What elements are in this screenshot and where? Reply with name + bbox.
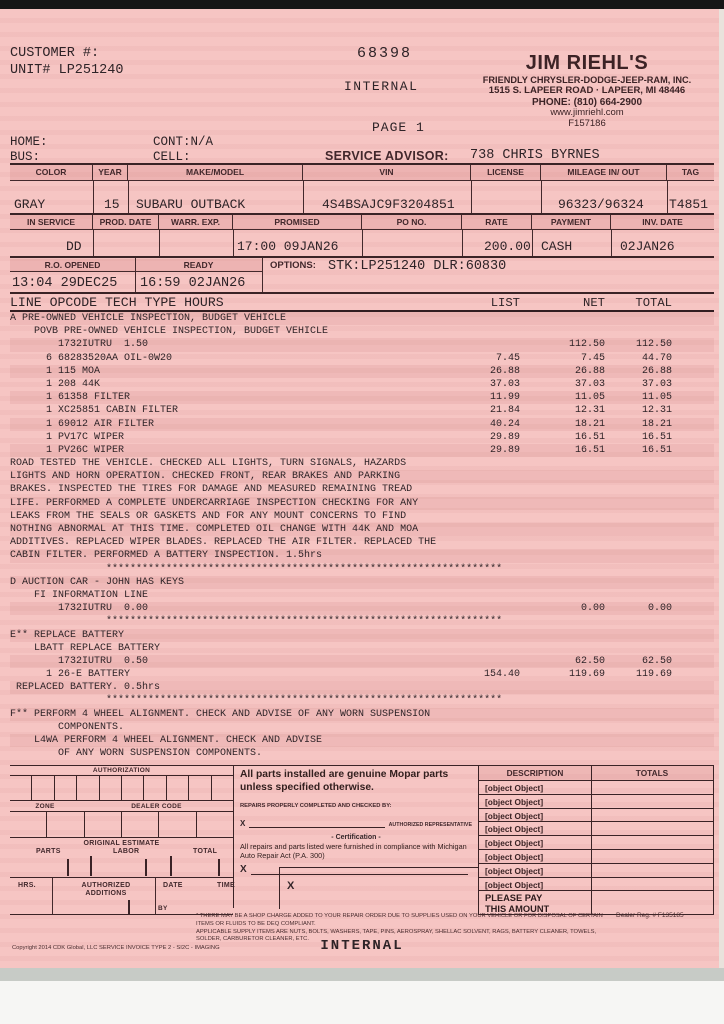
totals-row-label: [object Object] [479, 836, 713, 850]
service-line-list [420, 642, 520, 655]
service-line-list: 37.03 [489, 378, 520, 390]
dealer-website: www.jimriehl.com [550, 107, 624, 118]
service-line-text: E** REPLACE BATTERY [10, 629, 125, 641]
service-lines-header [10, 294, 714, 312]
service-line-total [605, 589, 672, 602]
totals-row-label: [object Object] [479, 864, 713, 878]
service-line-net [520, 483, 605, 496]
hrs-label: HRS. [18, 882, 36, 889]
service-line-net: 12.31 [574, 405, 605, 417]
service-advisor-label: SERVICE ADVISOR: [325, 149, 449, 163]
service-line-text: REPLACED BATTERY. 0.5hrs [10, 682, 161, 694]
service-line-text: CABIN FILTER. PERFORMED A BATTERY INSPECTION. 1.5hrs [10, 550, 323, 562]
totals-row-label: [object Object] [479, 850, 713, 864]
service-line-total [608, 708, 672, 721]
service-line-net [520, 325, 605, 338]
service-line-net: 18.21 [574, 418, 605, 430]
service-line-text: LEAKS FROM THE SEALS OR GASKETS AND FOR ANY MOUNT CONCERNS TO FIND [10, 510, 407, 522]
service-line [10, 418, 714, 431]
service-line-text: ****************************************************************** [10, 563, 503, 575]
service-line-net [520, 523, 605, 536]
service-line-text: 1732IUTRU 0.00 [10, 603, 149, 615]
service-line-list [420, 338, 520, 351]
service-line [10, 668, 714, 681]
service-line-list [420, 523, 520, 536]
service-line-list [420, 655, 520, 668]
service-line-total [605, 576, 672, 589]
total-column-header: TOTAL [635, 296, 672, 310]
service-line-text: LIGHTS AND HORN OPERATION. CHECKED FRONT, REAR BRAKES AND PARKING [10, 471, 401, 483]
service-line-list [420, 457, 520, 470]
service-line-list [420, 602, 520, 615]
service-line-list [420, 325, 520, 338]
page-number: PAGE 1 [372, 120, 425, 135]
service-line-net [520, 457, 605, 470]
service-line-list: 7.45 [495, 352, 520, 364]
totals-header: TOTALS [635, 768, 669, 778]
service-line-text: A PRE-OWNED VEHICLE INSPECTION, BUDGET VEHICLE [10, 313, 287, 324]
col-color: COLOR [10, 165, 93, 180]
totals-row-label: [object Object] [479, 878, 713, 892]
paper-edge [719, 9, 724, 968]
promised-value: 17:00 09JAN26 [237, 239, 339, 254]
service-line [10, 483, 714, 496]
vehicle-vin: 4S4BSAJC9F3204851 [322, 197, 455, 212]
service-line [10, 629, 714, 642]
authorization-boxes [10, 775, 233, 801]
service-line-text: ****************************************************************** [10, 616, 503, 628]
service-line-net: 26.88 [574, 365, 605, 377]
col-po-no: PO NO. [362, 215, 462, 229]
service-line-list [420, 589, 520, 602]
net-column-header: NET [583, 296, 605, 310]
service-line-total [605, 523, 672, 536]
line-columns-label: LINE OPCODE TECH TYPE HOURS [10, 295, 224, 310]
service-line-total [605, 483, 672, 496]
service-line [10, 563, 714, 576]
internal-stamp-bottom: INTERNAL [320, 938, 404, 954]
order-table-header [10, 215, 714, 230]
ro-opened-value: 13:04 29DEC25 [12, 276, 118, 291]
service-line-total: 112.50 [635, 339, 672, 351]
dealer-phone: PHONE: (810) 664-2900 [531, 96, 643, 108]
representative-signature-line [234, 809, 478, 828]
service-line-net [526, 708, 608, 721]
service-line-list [420, 576, 520, 589]
service-line-text: COMPONENTS. [10, 721, 125, 733]
service-line-net: 0.00 [580, 603, 605, 615]
service-line-list [420, 629, 520, 642]
service-line-list: 154.40 [483, 669, 520, 681]
in-service-value: DD [66, 239, 82, 254]
col-vin: VIN [303, 165, 471, 180]
service-line [10, 523, 714, 536]
service-line-text: 1 115 MOA [10, 365, 101, 377]
vehicle-color: GRAY [14, 197, 46, 212]
service-line-net [520, 312, 605, 325]
certification-panel [233, 765, 478, 908]
x-mark: X [287, 880, 295, 892]
mopar-parts-note: All parts installed are genuine Mopar parts unless specified otherwise. [240, 769, 449, 793]
service-line-list [420, 483, 520, 496]
parts-label: PARTS [36, 848, 61, 855]
internal-stamp-top: INTERNAL [344, 79, 419, 94]
service-line-list: 29.89 [489, 431, 520, 443]
service-line-total: 44.70 [641, 352, 672, 364]
service-line-net: 16.51 [574, 444, 605, 456]
date-label: DATE [163, 882, 183, 889]
service-line [10, 602, 714, 615]
service-line [10, 615, 714, 628]
vehicle-info-table [10, 163, 714, 215]
copyright-line: Copyright 2014 CDK Global, LLC SERVICE INVOICE TYPE 2 - SI2C - IMAGING [12, 945, 220, 951]
service-line-total [605, 510, 672, 523]
zone-label: ZONE [35, 803, 55, 810]
service-line [10, 747, 714, 760]
totals-row-label: [object Object] [479, 795, 713, 809]
service-line-list [436, 536, 530, 549]
authorized-representative-label: AUTHORIZED REPRESENTATIVE [388, 821, 472, 828]
col-mileage: MILEAGE IN/ OUT [541, 165, 667, 180]
service-advisor-value: 738 CHRIS BYRNES [470, 148, 600, 163]
service-line-text: 1732IUTRU 0.50 [10, 655, 149, 667]
service-line [10, 338, 714, 351]
service-line-total [605, 642, 672, 655]
service-line-list [420, 747, 520, 760]
col-payment: PAYMENT [532, 215, 611, 229]
totals-table-header [479, 766, 713, 781]
service-line-total [605, 325, 672, 338]
col-promised: PROMISED [233, 215, 362, 229]
payment-value: CASH [541, 239, 573, 254]
service-line-total: 37.03 [641, 378, 672, 390]
service-line-list [420, 497, 520, 510]
col-license: LICENSE [471, 165, 541, 180]
please-pay-line2: THIS AMOUNT [485, 904, 550, 915]
service-line-text: 1 PV17C WIPER [10, 431, 125, 443]
service-line [10, 681, 714, 694]
service-line-text: BRAKES. INSPECTED THE TIRES FOR DAMAGE AND MEASURED REMAINING TREAD [10, 484, 413, 496]
x-mark: X [240, 863, 247, 875]
col-warr-exp: WARR. EXP. [159, 215, 233, 229]
customer-number-label: CUSTOMER #: [10, 46, 100, 61]
service-line-total: 119.69 [635, 669, 672, 681]
service-line-net [530, 536, 610, 549]
service-line-list [502, 615, 569, 628]
service-line [10, 694, 714, 707]
dealer-franchise-line: FRIENDLY CHRYSLER-DODGE-JEEP-RAM, INC. [482, 75, 692, 85]
service-line-net: 11.05 [574, 392, 605, 404]
service-line [10, 655, 714, 668]
service-line-list [420, 510, 520, 523]
by-label: BY [158, 905, 168, 912]
vehicle-year: 15 [104, 197, 120, 212]
service-line-list [420, 721, 520, 734]
service-line [10, 549, 714, 562]
col-prod-date: PROD. DATE [93, 215, 159, 229]
col-in-service: IN SERVICE [10, 215, 93, 229]
service-line [10, 325, 714, 338]
service-line [10, 497, 714, 510]
service-line [10, 312, 714, 325]
service-line-list [502, 694, 569, 707]
order-info-table [10, 215, 714, 258]
x-mark: X [240, 818, 246, 828]
service-line-total: 18.21 [641, 418, 672, 430]
footnote-line2: APPLICABLE SUPPLY ITEMS ARE NUTS, BOLTS, WASHERS, TAPE, PINS, AEROSPRAY, SHELLAC SOLVENT, RAGS, BATTERY CLEANER, TOWELS, SOLDER, CARBURETOR CLEANER, ETC. [196, 928, 597, 943]
service-line [10, 352, 714, 365]
service-line-text: LBATT REPLACE BATTERY [10, 642, 161, 654]
labor-label: LABOR [113, 848, 140, 855]
service-line-net [520, 629, 605, 642]
dealer-header [455, 52, 719, 130]
service-line-total [605, 549, 672, 562]
service-line [10, 708, 714, 721]
service-line-total [605, 629, 672, 642]
authorization-panel [10, 765, 235, 912]
time-label: TIME [217, 882, 235, 889]
service-line-text: FI INFORMATION LINE [10, 589, 149, 601]
service-line-net: 112.50 [568, 339, 605, 351]
service-line-total [609, 536, 672, 549]
service-line [10, 431, 714, 444]
service-line-total: 0.00 [647, 603, 672, 615]
scan-shadow-band [0, 968, 724, 981]
service-line-list: 21.84 [489, 405, 520, 417]
service-line-list [502, 563, 569, 576]
service-line-net [520, 734, 605, 747]
service-line-total [605, 312, 672, 325]
service-line-net [520, 549, 605, 562]
service-line-net [520, 470, 605, 483]
service-line-text: LIFE. PERFORMED A COMPLETE UNDERCARRIAGE INSPECTION CHECKING FOR ANY [10, 497, 419, 509]
customer-signature-box [279, 867, 479, 909]
home-phone-label: HOME: [10, 135, 48, 149]
service-line-total [605, 470, 672, 483]
service-line [10, 576, 714, 589]
service-line-total [605, 747, 672, 760]
service-line-list [420, 470, 520, 483]
service-line-text: D AUCTION CAR - JOHN HAS KEYS [10, 576, 185, 588]
service-line-list [420, 549, 520, 562]
certification-title: - Certification - [331, 833, 381, 841]
options-label: OPTIONS: [270, 260, 316, 271]
service-line-total [627, 615, 672, 628]
service-line-total [605, 681, 672, 694]
service-line-net [520, 747, 605, 760]
totals-row-label: [object Object] [479, 809, 713, 823]
please-pay-line1: PLEASE PAY [485, 893, 543, 904]
unit-number: UNIT# LP251240 [10, 63, 124, 78]
service-line-text: ****************************************************************** [10, 695, 503, 707]
service-line-net [520, 589, 605, 602]
cell-phone-label: CELL: [153, 150, 191, 164]
repair-order-number: 68398 [357, 45, 413, 62]
service-line [10, 444, 714, 457]
service-line-net [520, 642, 605, 655]
service-line-text: POVB PRE-OWNED VEHICLE INSPECTION, BUDGET VEHICLE [10, 326, 329, 338]
dealer-registration: Dealer Reg. # F135185 [616, 912, 684, 919]
service-line [10, 642, 714, 655]
footnote-line1: * THERE MAY BE A SHOP CHARGE ADDED TO YOUR REPAIR ORDER DUE TO SUPPLIES USED ON YOUR VEHICLE OR FOR DISPOSAL OF CERTAIN ITEMS OR FLUIDS TO BE DEQ COMPLIANT. [196, 913, 603, 927]
vehicle-table-header [10, 165, 714, 181]
estimate-total-label: TOTAL [193, 848, 218, 855]
contact-value: CONT:N/A [153, 135, 214, 149]
service-line [10, 470, 714, 483]
list-column-header: LIST [490, 296, 520, 310]
service-line [10, 589, 714, 602]
ready-value: 16:59 02JAN26 [140, 276, 246, 291]
totals-row-label: [object Object] [479, 781, 713, 795]
service-lines-section [10, 292, 714, 760]
repairs-checked-label: REPAIRS PROPERLY COMPLETED AND CHECKED BY: [240, 802, 392, 809]
service-line-total [605, 734, 672, 747]
service-line-text: ADDITIVES. REPLACED WIPER BLADES. REPLACED THE AIR FILTER. REPLACED THE [10, 537, 437, 549]
service-line-net: 7.45 [580, 352, 605, 364]
original-estimate-label: ORIGINAL ESTIMATE [83, 840, 160, 847]
service-line-list: 40.24 [489, 418, 520, 430]
service-line-text: 1 61358 FILTER [10, 392, 131, 404]
service-line-net [570, 615, 627, 628]
service-line [10, 378, 714, 391]
service-line-total: 11.05 [641, 392, 672, 404]
dealer-code-label: DEALER CODE [131, 803, 182, 810]
service-line-total [605, 721, 672, 734]
service-line-list [420, 312, 520, 325]
dealer-name: JIM RIEHL'S [525, 52, 649, 74]
service-line-net [570, 694, 627, 707]
service-line-total: 12.31 [641, 405, 672, 417]
service-line-net: 16.51 [574, 431, 605, 443]
service-line-text: NOTHING ABNORMAL AT THIS TIME. COMPLETED OIL CHANGE WITH 44K AND MOA [10, 524, 419, 535]
scan-top-band [0, 0, 724, 9]
service-line [10, 536, 714, 549]
service-line-total [605, 457, 672, 470]
service-line-total: 16.51 [641, 444, 672, 456]
service-line-list: 26.88 [489, 365, 520, 377]
service-line-total: 26.88 [641, 365, 672, 377]
service-line-text: 1732IUTRU 1.50 [10, 339, 149, 351]
totals-column-divider [591, 766, 592, 914]
service-line-text: ROAD TESTED THE VEHICLE. CHECKED ALL LIGHTS, TURN SIGNALS, HAZARDS [10, 458, 407, 470]
service-line-list [420, 681, 520, 694]
dealer-code-boxes [10, 811, 233, 838]
ro-opened-label: R.O. OPENED [10, 259, 135, 272]
options-value: STK:LP251240 DLR:60830 [328, 259, 507, 274]
service-line-text: 1 26-E BATTERY [10, 669, 131, 681]
vehicle-make-model: SUBARU OUTBACK [136, 197, 246, 212]
vehicle-mileage: 96323/96324 [558, 197, 644, 212]
service-line-total [605, 497, 672, 510]
service-line [10, 404, 714, 417]
service-line-text: 6 68283520AA OIL-0W20 [10, 352, 173, 364]
service-line-text: F** PERFORM 4 WHEEL ALIGNMENT. CHECK AND ADVISE OF ANY WORN SUSPENSION [10, 708, 431, 720]
totals-rows [479, 781, 713, 891]
service-line-text: 1 XC25851 CABIN FILTER [10, 405, 179, 417]
service-line-list [420, 734, 520, 747]
col-make-model: MAKE/MODEL [128, 165, 303, 180]
service-line [10, 457, 714, 470]
service-line-total: 16.51 [641, 431, 672, 443]
business-phone-label: BUS: [10, 150, 41, 164]
ro-status-strip [10, 258, 714, 292]
authorized-additions-label: AUTHORIZED ADDITIONS [81, 882, 131, 898]
service-line-net: 119.69 [568, 669, 605, 681]
col-inv-date: INV. DATE [642, 217, 683, 227]
service-line-list [430, 708, 526, 721]
service-line-total [627, 563, 672, 576]
service-line-net [520, 576, 605, 589]
service-line-text: OF ANY WORN SUSPENSION COMPONENTS. [10, 748, 263, 760]
service-line-text: 1 PV26C WIPER [10, 444, 125, 456]
inv-date-value: 02JAN26 [620, 239, 675, 254]
service-line [10, 734, 714, 747]
service-line-net [520, 497, 605, 510]
service-line [10, 391, 714, 404]
service-line-net [520, 510, 605, 523]
service-line-total: 62.50 [641, 655, 672, 667]
service-line-net [520, 681, 605, 694]
scan-background [0, 981, 724, 1024]
service-line-text: 1 208 44K [10, 378, 101, 390]
totals-row-label: [object Object] [479, 822, 713, 836]
service-line-total [627, 694, 672, 707]
rate-value: 200.00 [484, 239, 531, 254]
service-line-text: 1 69012 AIR FILTER [10, 418, 155, 430]
dealer-address: 1515 S. LAPEER ROAD · LAPEER, MI 48446 [488, 84, 686, 96]
service-line-net: 37.03 [574, 378, 605, 390]
service-line-list: 11.99 [489, 392, 520, 404]
service-lines-body [10, 312, 714, 760]
certification-text: All repairs and parts listed were furnished in compliance with Michigan Auto Repair Act (P.A. 300) [240, 841, 467, 860]
authorization-label: AUTHORIZATION [92, 767, 151, 774]
service-line-list: 29.89 [489, 444, 520, 456]
service-line-net [570, 563, 627, 576]
service-line-text: L4WA PERFORM 4 WHEEL ALIGNMENT. CHECK AND ADVISE [10, 735, 323, 746]
service-line-net: 62.50 [574, 655, 605, 667]
totals-table [478, 765, 714, 915]
col-year: YEAR [93, 165, 128, 180]
dealer-form-code: F157186 [568, 117, 606, 129]
service-line [10, 365, 714, 378]
signature-rule [249, 819, 384, 828]
service-line [10, 510, 714, 523]
service-line [10, 721, 714, 734]
vehicle-tag: T4851 [669, 197, 709, 212]
col-rate: RATE [462, 215, 532, 229]
ready-label: READY [135, 259, 262, 272]
service-line-net [520, 721, 605, 734]
description-header: DESCRIPTION [506, 768, 564, 778]
col-tag: TAG [681, 167, 700, 177]
